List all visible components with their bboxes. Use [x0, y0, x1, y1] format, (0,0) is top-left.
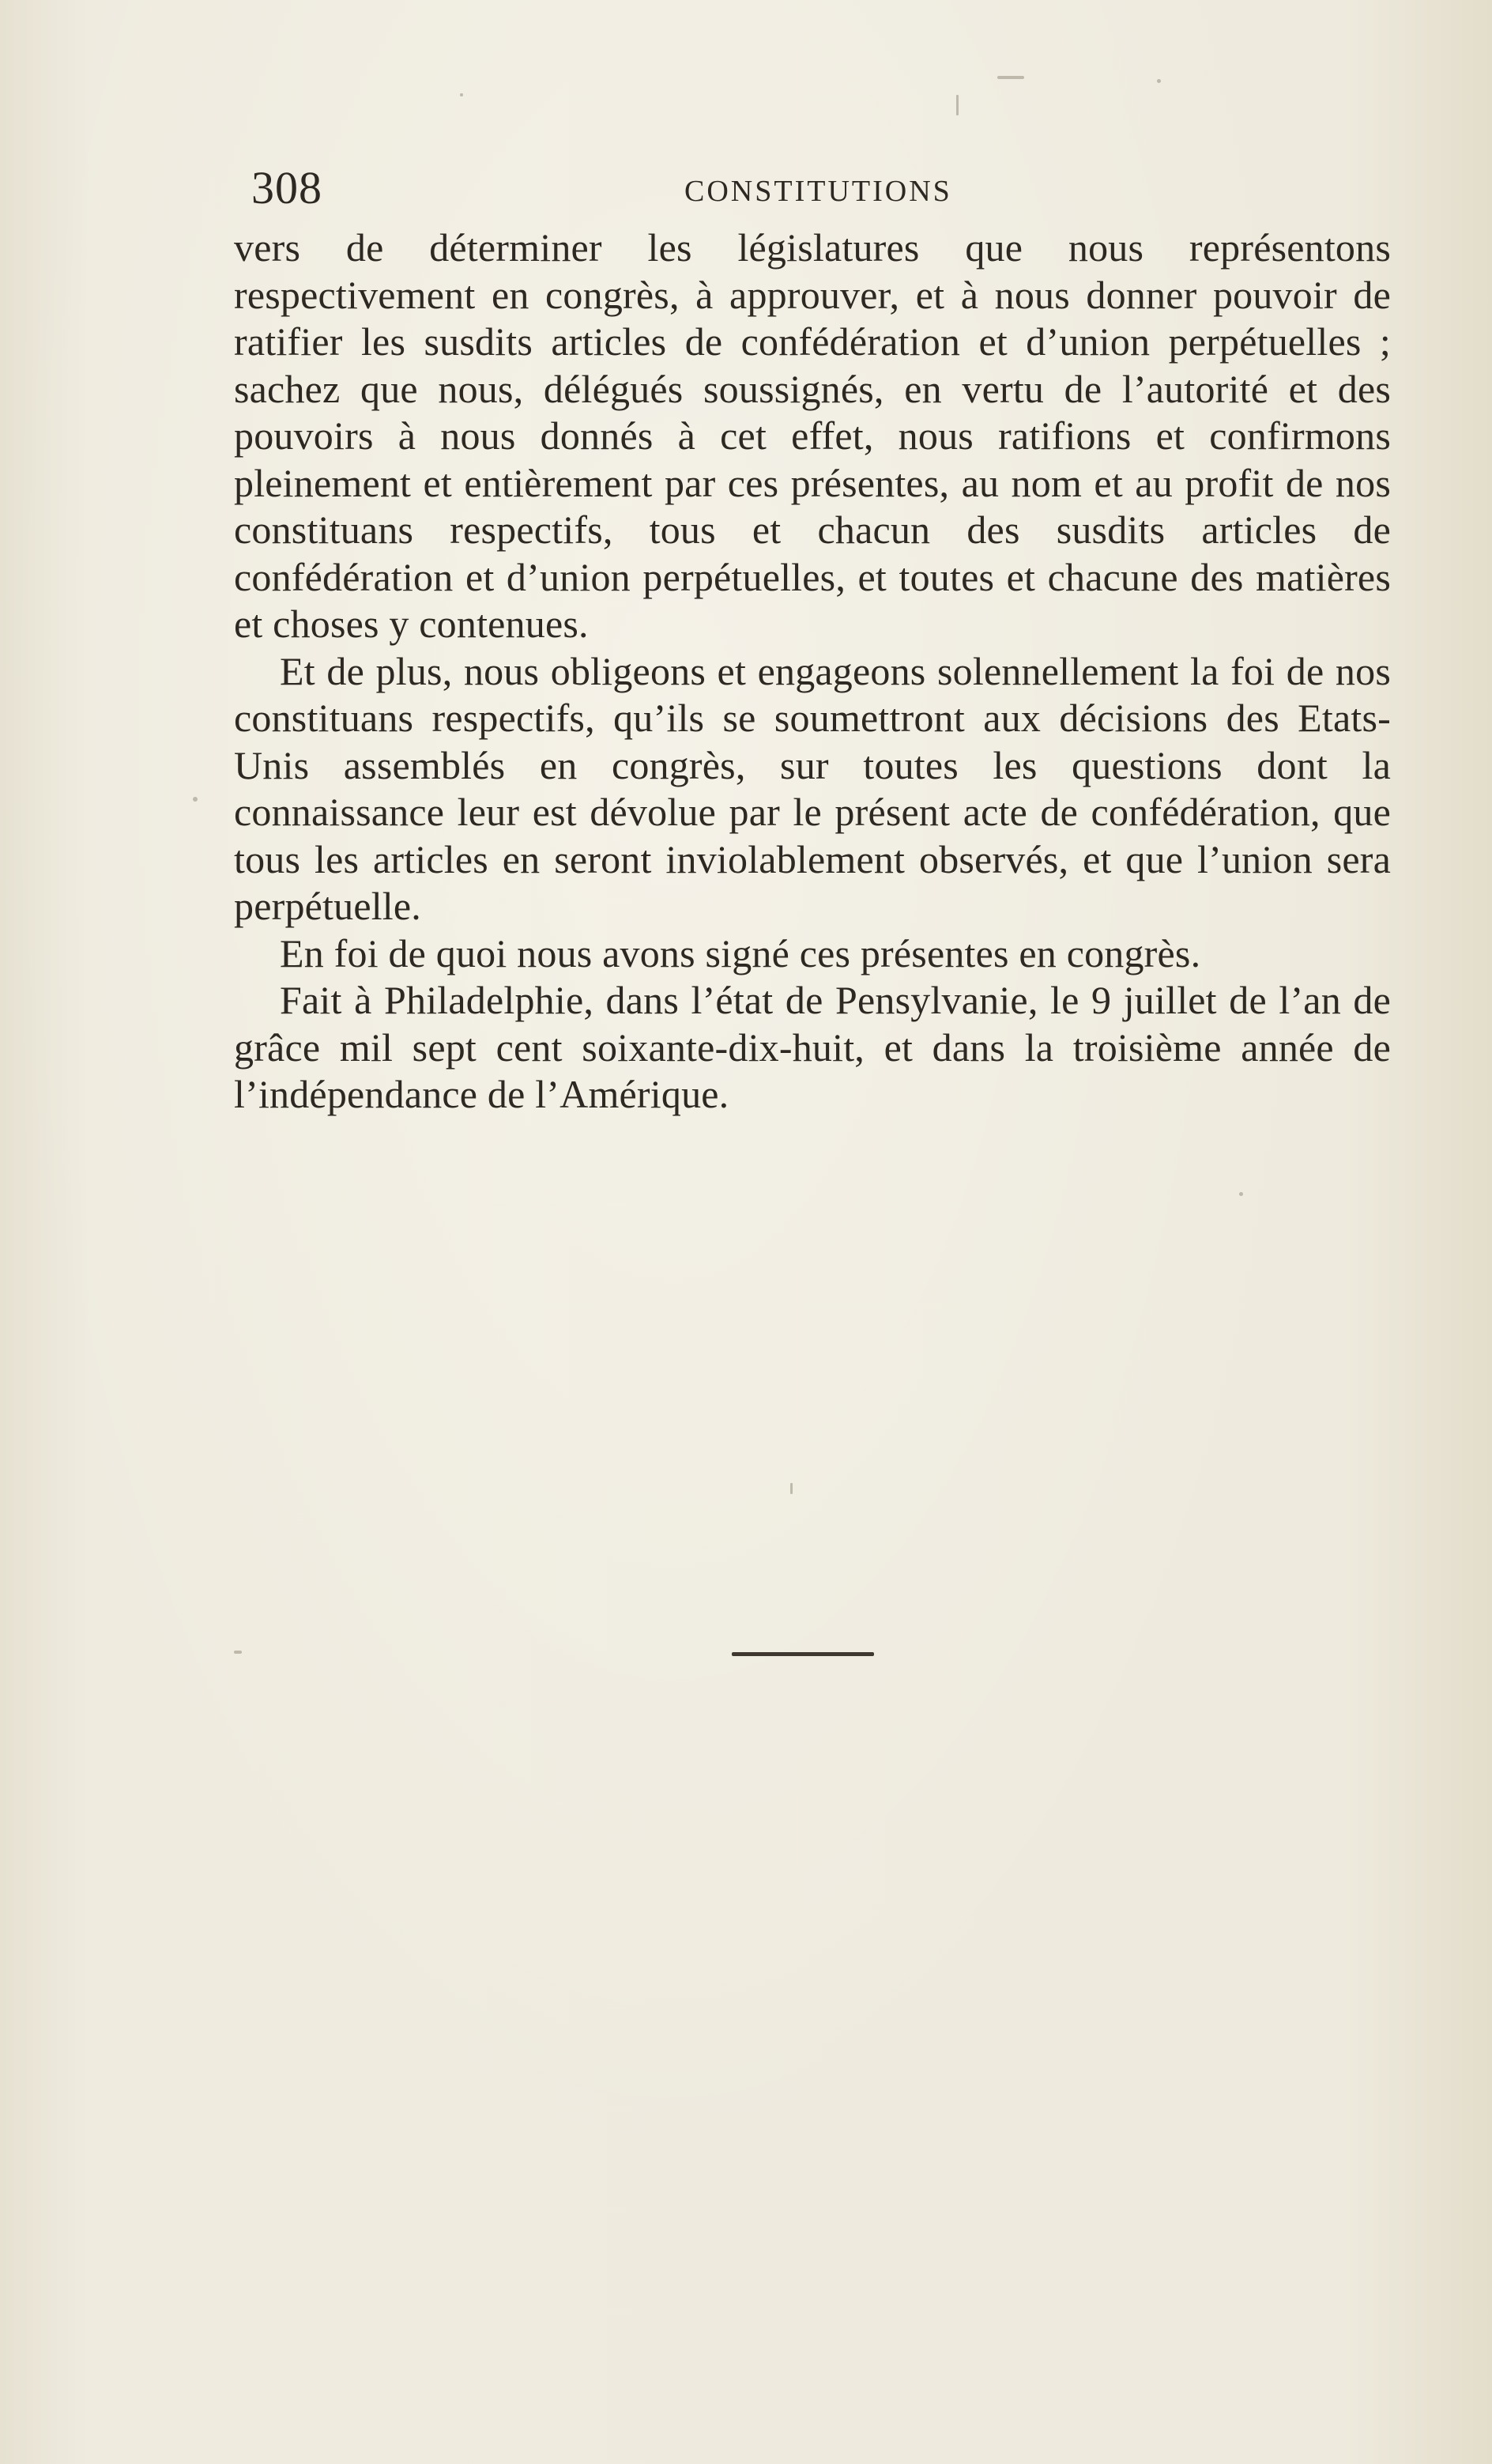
- ink-speck: [193, 797, 198, 802]
- ink-speck: [997, 76, 1024, 79]
- paragraph: En foi de quoi nous avons signé ces présentes en congrès.: [280, 930, 1201, 975]
- ink-speck: [790, 1483, 793, 1494]
- ink-speck: [956, 95, 959, 115]
- body-text: [234, 225, 1391, 1119]
- ink-speck: [234, 1651, 242, 1654]
- page-number: 308: [251, 162, 322, 213]
- ink-speck: [460, 93, 463, 96]
- page-header: [251, 163, 1389, 213]
- ink-speck: [1157, 79, 1161, 83]
- paragraph: Et de plus, nous obligeons et engageons solennellement la foi de nos constituans respectifs, qu’ils se soumettront aux décisions des Etats-Unis assemblés en congrès, sur toutes les questions dont la connaissance leur est dévolue par le présent acte de confédération, que tous les articles en seront inviolablement observés, et que l’union sera perpétuelle.: [234, 648, 1391, 928]
- running-head: CONSTITUTIONS: [684, 175, 952, 208]
- paragraph: Fait à Philadelphie, dans l’état de Pensylvanie, le 9 juillet de l’an de grâce mil sept cent soixante-dix-huit, et dans la troisième année de l’indépendance de l’Amérique.: [234, 978, 1391, 1116]
- end-rule: [732, 1652, 874, 1656]
- paragraph: vers de déterminer les législatures que nous représentons respectivement en congrès, à approuver, et à nous donner pouvoir de ratifier les susdits articles de confédération et d’union perpétuelles ; sachez que nous, délégués soussignés, en vertu de l’autorité et des pouvoirs à nous donnés à cet effet, nous ratifions et confirmons pleinement et entièrement par ces présentes, au nom et au profit de nos constituans respectifs, tous et chacun des susdits articles de confédération et d’union perpétuelles, et toutes et chacune des matières et choses y contenues.: [234, 225, 1391, 646]
- ink-speck: [1239, 1192, 1243, 1196]
